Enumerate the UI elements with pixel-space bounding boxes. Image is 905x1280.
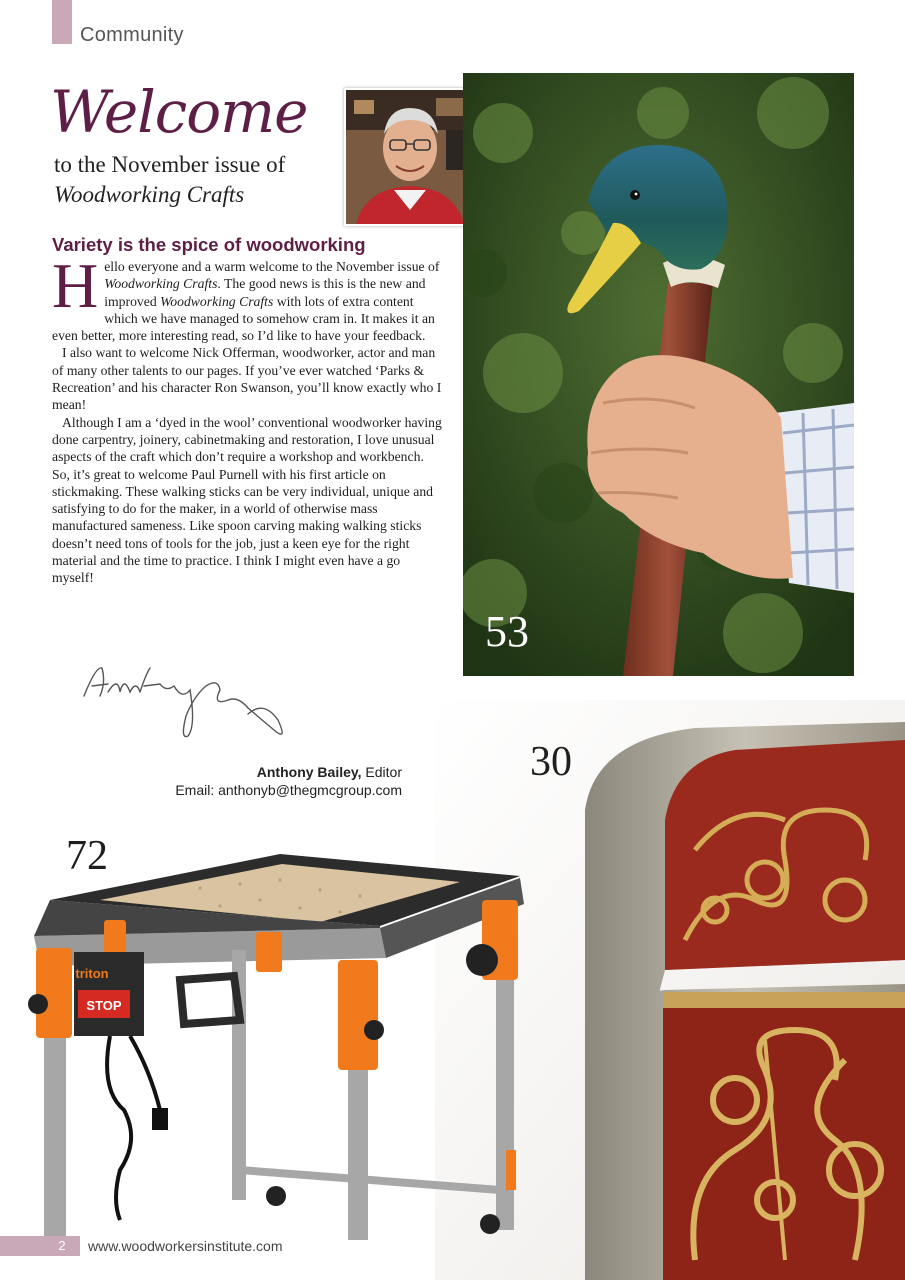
magazine-name-inline: Woodworking Crafts xyxy=(160,293,274,309)
footer-website-link[interactable]: www.woodworkersinstitute.com xyxy=(88,1238,283,1254)
intro-text xyxy=(54,150,285,210)
drop-cap: H xyxy=(52,250,99,321)
feature-page-number-bench: 72 xyxy=(66,833,108,879)
editor-email[interactable]: Email: anthonyb@thegmcgroup.com xyxy=(175,782,402,798)
page-title: Welcome xyxy=(50,78,308,146)
magazine-name-inline: Woodworking Crafts xyxy=(104,276,218,292)
text-run: ello everyone and a warm welcome to the November issue of xyxy=(104,259,440,274)
editor-role: Editor xyxy=(361,764,402,780)
feature-page-number-chest: 30 xyxy=(530,739,572,785)
editor-portrait xyxy=(344,88,476,226)
article-body xyxy=(52,250,444,587)
page-number: 2 xyxy=(58,1238,66,1253)
editor-name: Anthony Bailey, xyxy=(256,764,362,780)
article-paragraph: Although I am a ‘dyed in the wool’ conventional woodworker having done carpentry, joinery, cabinetmaking and restoration, I love unusual aspects of the craft which don’t require a workshop and workbench. So, it’s great to welcome Paul Purnell with his first article on stickmaking. These walking sticks can be very individual, unique and satisfying to do for the maker, in a world of otherwise mass manufactured sameness. Like spoon carving making walking sticks doesn’t need tons of tools for the job, just a keen eye for the right material and the time to practice. I think I might even have a go myself! xyxy=(52,414,442,586)
section-color-bar xyxy=(52,0,72,44)
text-run: . The good news is this is the new and improved xyxy=(104,276,426,309)
stop-label: STOP xyxy=(86,998,122,1013)
feature-page-number-duck: 53 xyxy=(485,607,529,656)
intro-line: to the November issue of xyxy=(54,152,286,177)
editor-byline xyxy=(0,764,402,780)
article-subheading: Variety is the spice of woodworking xyxy=(52,234,366,255)
editor-signature xyxy=(78,656,298,746)
triton-workbench-photo xyxy=(20,840,530,1240)
magazine-name: Woodworking Crafts xyxy=(54,182,245,207)
section-label: Community xyxy=(80,24,184,46)
text-run: with lots of extra content which we have managed to somehow cram in. It makes it an even better, more interesting read, so I’d like to have your feedback. xyxy=(52,293,435,344)
article-paragraph: I also want to welcome Nick Offerman, woodworker, actor and man of many other talents to our pages. If you’ve ever watched ‘Parks & Recreation’ and his character Ron Swanson, you’ll know exactly who I mean! xyxy=(52,345,442,413)
brand-label: triton xyxy=(75,966,109,981)
article-paragraph xyxy=(52,250,444,344)
walking-stick-photo xyxy=(463,73,854,676)
